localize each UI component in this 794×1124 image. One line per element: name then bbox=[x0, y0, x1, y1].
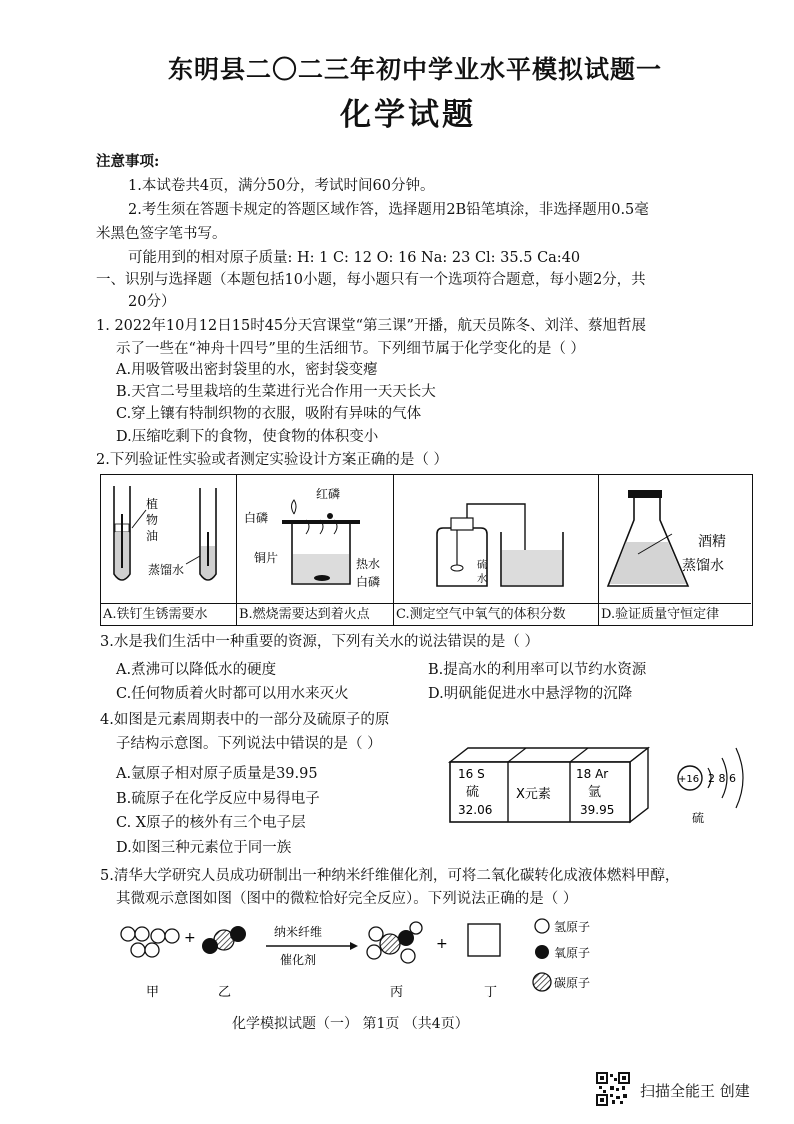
q1-option-d: D.压缩吃剩下的食物，使食物的体积变小 bbox=[116, 429, 379, 445]
svg-text:+: + bbox=[184, 930, 196, 946]
reactant-jia bbox=[121, 927, 179, 957]
nucleus-charge: +16 bbox=[678, 774, 700, 785]
cell-x-name: X元素 bbox=[516, 787, 551, 802]
legend-carbon: 碳原子 bbox=[554, 976, 591, 990]
q1-stem-2: 示了一些在“神舟十四号”里的生活细节。下列细节属于化学变化的是（ ） bbox=[116, 341, 585, 357]
label-red-phosphorus: 红磷 bbox=[316, 487, 341, 501]
notice-line-1: 1.本试卷共4页，满分50分，考试时间60分钟。 bbox=[128, 178, 435, 194]
reactant-yi bbox=[202, 926, 246, 954]
label-sulfur: 硫 bbox=[477, 560, 487, 571]
sulfur-atom-diagram bbox=[672, 736, 772, 828]
product-ding-box bbox=[468, 924, 500, 956]
q2-cell-d bbox=[598, 474, 751, 626]
q4-stem-2: 子结构示意图。下列说法中错误的是（ ） bbox=[116, 736, 382, 752]
section-heading-cont: 20分） bbox=[128, 294, 176, 310]
cell-ar-mass: 39.95 bbox=[580, 803, 615, 817]
catalyst-label-2: 催化剂 bbox=[280, 953, 317, 967]
q2-caption-d: D.验证质量守恒定律 bbox=[598, 603, 751, 626]
label-oil-2: 物 bbox=[146, 513, 159, 527]
mass-conservation-flask bbox=[598, 474, 751, 602]
section-heading: 一、识别与选择题（本题包括10小题，每小题只有一个选项符合题意，每小题2分，共 bbox=[96, 272, 646, 288]
notice-heading: 注意事项: bbox=[96, 153, 160, 170]
q3-option-d: D.明矾能促进水中悬浮物的沉降 bbox=[428, 686, 633, 702]
label-oil-1: 植 bbox=[146, 497, 159, 511]
q2-caption-c: C.测定空气中氧气的体积分数 bbox=[393, 603, 598, 626]
label-white-phosphorus: 白磷 bbox=[244, 511, 269, 525]
label-jia: 甲 bbox=[146, 985, 160, 1000]
q2-stem: 2.下列验证性实验或者测定实验设计方案正确的是（ ） bbox=[96, 452, 448, 468]
reaction-micro-diagram bbox=[110, 916, 670, 1006]
q4-option-d: D.如图三种元素位于同一族 bbox=[116, 840, 292, 856]
notice-line-2a: 2.考生须在答题卡规定的答题区域作答，选择题用2B铅笔填涂，非选择题用0.5毫 bbox=[128, 202, 649, 218]
exam-title: 东明县二〇二三年初中学业水平模拟试题一 bbox=[168, 55, 663, 84]
label-bing: 丙 bbox=[390, 985, 404, 1000]
svg-text:+: + bbox=[436, 936, 448, 952]
q4-stem-1: 4.如图是元素周期表中的一部分及硫原子的原 bbox=[100, 712, 390, 728]
subject-title: 化学试题 bbox=[340, 97, 476, 133]
q2-caption-a: A.铁钉生锈需要水 bbox=[100, 603, 236, 626]
label-water: 水 bbox=[477, 574, 487, 585]
q1-option-c: C.穿上镶有特制织物的衣服，吸附有异味的气体 bbox=[116, 406, 422, 422]
legend-oxygen: 氧原子 bbox=[554, 946, 591, 960]
label-hot-water: 热水 bbox=[356, 557, 381, 571]
legend-hydrogen: 氢原子 bbox=[554, 920, 591, 934]
q2-cell-a bbox=[100, 474, 237, 626]
qr-code-icon bbox=[596, 1072, 630, 1106]
label-copper: 铜片 bbox=[254, 551, 279, 565]
periodic-table-fragment bbox=[444, 744, 654, 826]
q2-caption-b: B.燃烧需要达到着火点 bbox=[236, 603, 393, 626]
cell-s-mass: 32.06 bbox=[458, 803, 493, 817]
cell-ar-number: 18 Ar bbox=[576, 767, 609, 781]
q1-option-b: B.天宫二号里栽培的生菜进行光合作用一天天长大 bbox=[116, 384, 436, 400]
label-yi: 乙 bbox=[218, 985, 232, 1000]
q1-stem-1: 1. 2022年10月12日15时45分天宫课堂“第三课”开播，航天员陈冬、刘洋、蔡旭哲展 bbox=[96, 318, 646, 334]
label-white-phosphorus-2: 白磷 bbox=[356, 575, 381, 589]
cell-ar-name: 氩 bbox=[588, 785, 602, 800]
q4-option-c: C. X原子的核外有三个电子层 bbox=[116, 815, 306, 831]
rusting-test-tubes bbox=[100, 474, 236, 602]
page-footer: 化学模拟试题（一） 第1页 （共4页） bbox=[232, 1016, 469, 1032]
electron-shells: 2 8 6 bbox=[708, 772, 736, 785]
cell-s-name: 硫 bbox=[466, 785, 480, 800]
cell-s-number: 16 S bbox=[458, 767, 485, 781]
label-oil-3: 油 bbox=[146, 529, 159, 543]
q3-option-a: A.煮沸可以降低水的硬度 bbox=[116, 662, 277, 678]
q2-cell-b bbox=[236, 474, 394, 626]
atomic-masses: 可能用到的相对原子质量: H: 1 C: 12 O: 16 Na: 23 Cl: 35.5 Ca:40 bbox=[128, 250, 581, 266]
q4-option-b: B.硫原子在化学反应中易得电子 bbox=[116, 791, 320, 807]
q4-option-a: A.氩原子相对原子质量是39.95 bbox=[116, 766, 318, 782]
label-distilled-water: 蒸馏水 bbox=[148, 563, 185, 577]
q3-option-c: C.任何物质着火时都可以用水来灭火 bbox=[116, 686, 349, 702]
label-ding: 丁 bbox=[484, 985, 498, 1000]
q5-stem-1: 5.清华大学研究人员成功研制出一种纳米纤维催化剂，可将二氧化碳转化成液体燃料甲醇， bbox=[100, 868, 680, 884]
q3-stem: 3.水是我们生活中一种重要的资源，下列有关水的说法错误的是（ ） bbox=[100, 634, 539, 650]
product-bing bbox=[367, 922, 422, 963]
q5-stem-2: 其微观示意图如图（图中的微粒恰好完全反应）。下列说法正确的是（ ） bbox=[116, 891, 578, 907]
q3-option-b: B.提高水的利用率可以节约水资源 bbox=[428, 662, 647, 678]
oxygen-measurement-apparatus bbox=[393, 474, 598, 602]
q1-option-a: A.用吸管吸出密封袋里的水，密封袋变瘪 bbox=[116, 362, 378, 378]
scanner-watermark: 扫描全能王 创建 bbox=[640, 1082, 750, 1100]
combustion-apparatus bbox=[236, 474, 393, 602]
atom-name: 硫 bbox=[692, 811, 705, 825]
label-distilled-water-d: 蒸馏水 bbox=[682, 558, 724, 574]
label-alcohol: 酒精 bbox=[698, 534, 726, 550]
catalyst-label-1: 纳米纤维 bbox=[274, 925, 323, 939]
q2-cell-c bbox=[393, 474, 599, 626]
notice-line-2b: 米黑色签字笔书写。 bbox=[96, 226, 227, 242]
